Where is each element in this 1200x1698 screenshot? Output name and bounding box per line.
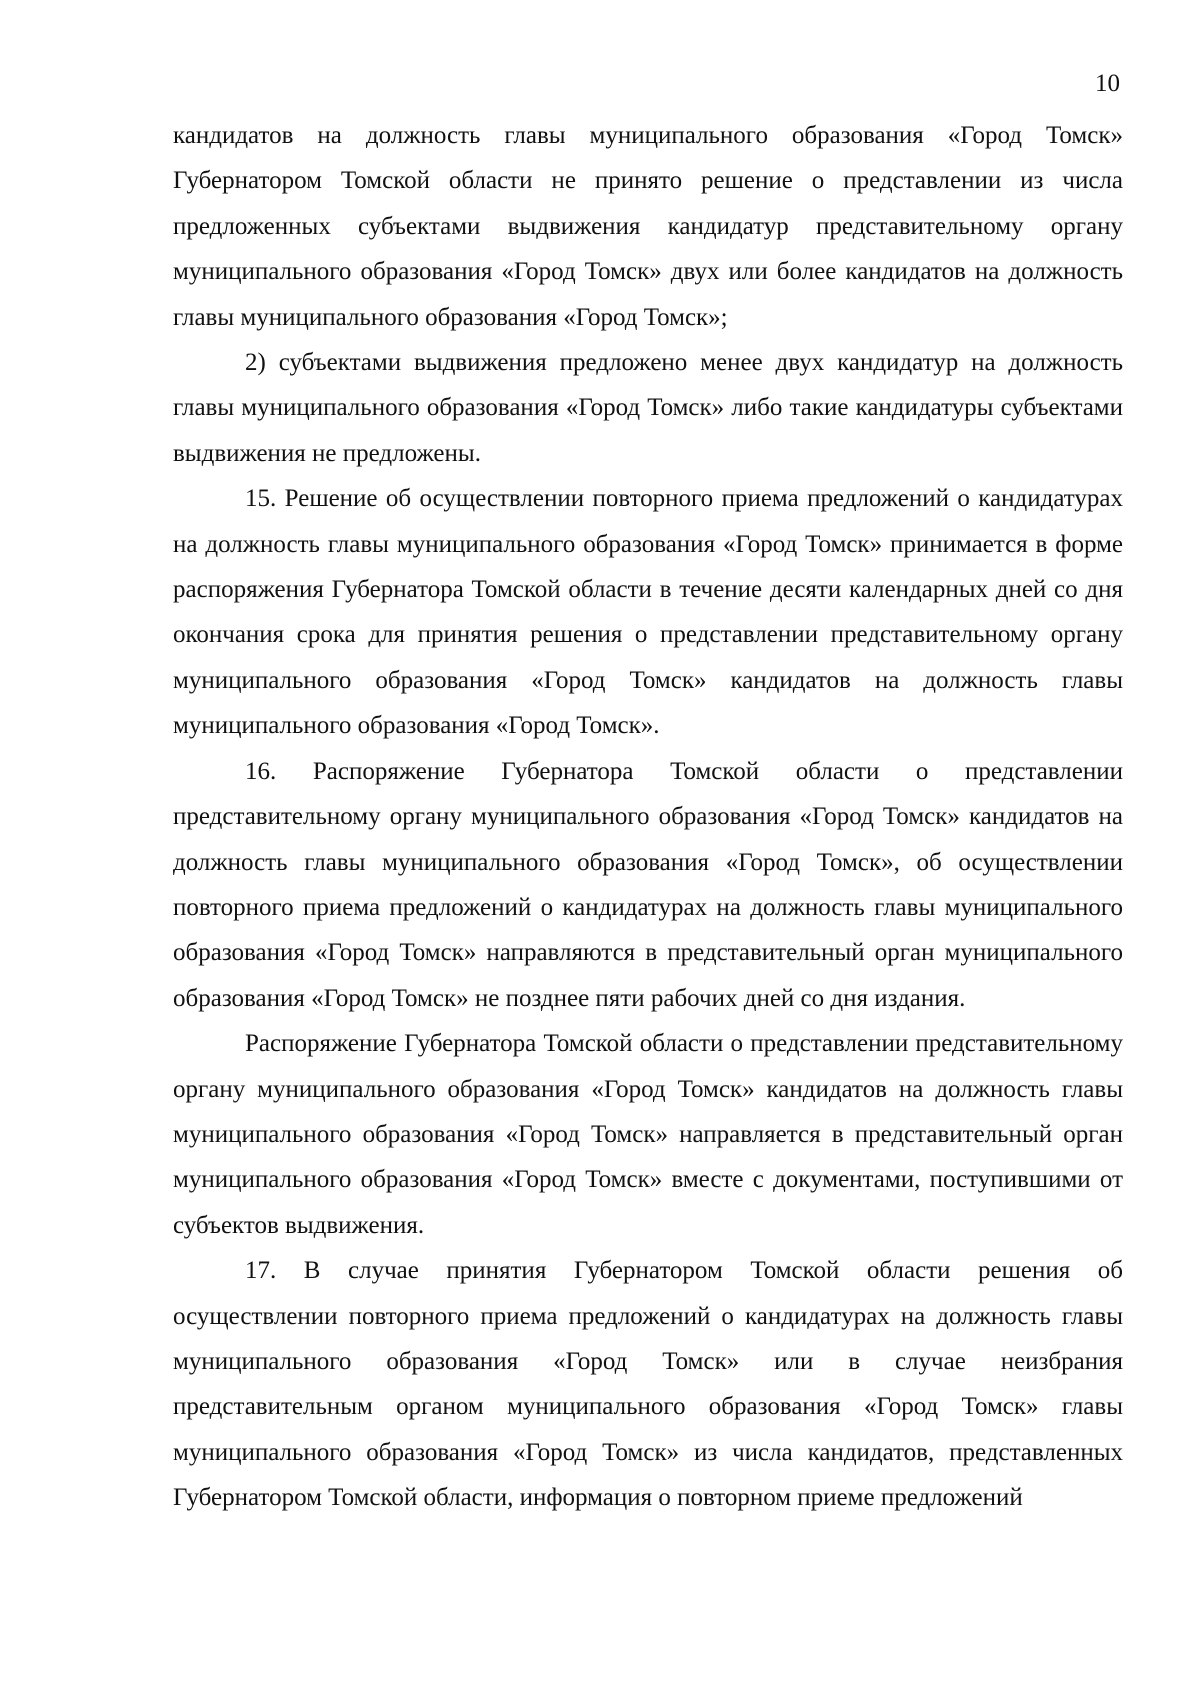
page-number: 10 — [1095, 70, 1120, 97]
paragraph-section-16-continued: Распоряжение Губернатора Томской области о представлении представительному органу муниципального образования «Город Томск» кандидатов на должность главы муниципального образования «Город Томск» направляется в представительный орган муниципального образования «Город Томск» вместе с документами, поступившими от субъектов выдвижения. — [173, 1030, 1123, 1239]
document-body — [173, 113, 1123, 1521]
paragraph-section-17: 17. В случае принятия Губернатором Томской области решения об осуществлении повторного приема предложений о кандидатурах на должность главы муниципального образования «Город Томск» или в случае неизбрания представительным органом муниципального образования «Город Томск» главы муниципального образования «Город Томск» из числа кандидатов, представленных Губернатором Томской области, информация о повторном приеме предложений — [173, 1257, 1123, 1512]
paragraph-continuation: кандидатов на должность главы муниципального образования «Город Томск» Губернатором Томской области не принято решение о представлении из числа предложенных субъектами выдвижения кандидатур представительному органу муниципального образования «Город Томск» двух или более кандидатов на должность главы муниципального образования «Город Томск»; — [173, 122, 1123, 331]
paragraph-item-2: 2) субъектами выдвижения предложено менее двух кандидатур на должность главы муниципального образования «Город Томск» либо такие кандидатуры субъектами выдвижения не предложены. — [173, 349, 1123, 467]
paragraph-section-15: 15. Решение об осуществлении повторного приема предложений о кандидатурах на должность главы муниципального образования «Город Томск» принимается в форме распоряжения Губернатора Томской области в течение десяти календарных дней со дня окончания срока для принятия решения о представлении представительному органу муниципального образования «Город Томск» кандидатов на должность главы муниципального образования «Город Томск». — [173, 485, 1123, 740]
paragraph-section-16: 16. Распоряжение Губернатора Томской области о представлении представительному органу муниципального образования «Город Томск» кандидатов на должность главы муниципального образования «Город Томск», об осуществлении повторного приема предложений о кандидатурах на должность главы муниципального образования «Город Томск» направляются в представительный орган муниципального образования «Город Томск» не позднее пяти рабочих дней со дня издания. — [173, 757, 1123, 1012]
